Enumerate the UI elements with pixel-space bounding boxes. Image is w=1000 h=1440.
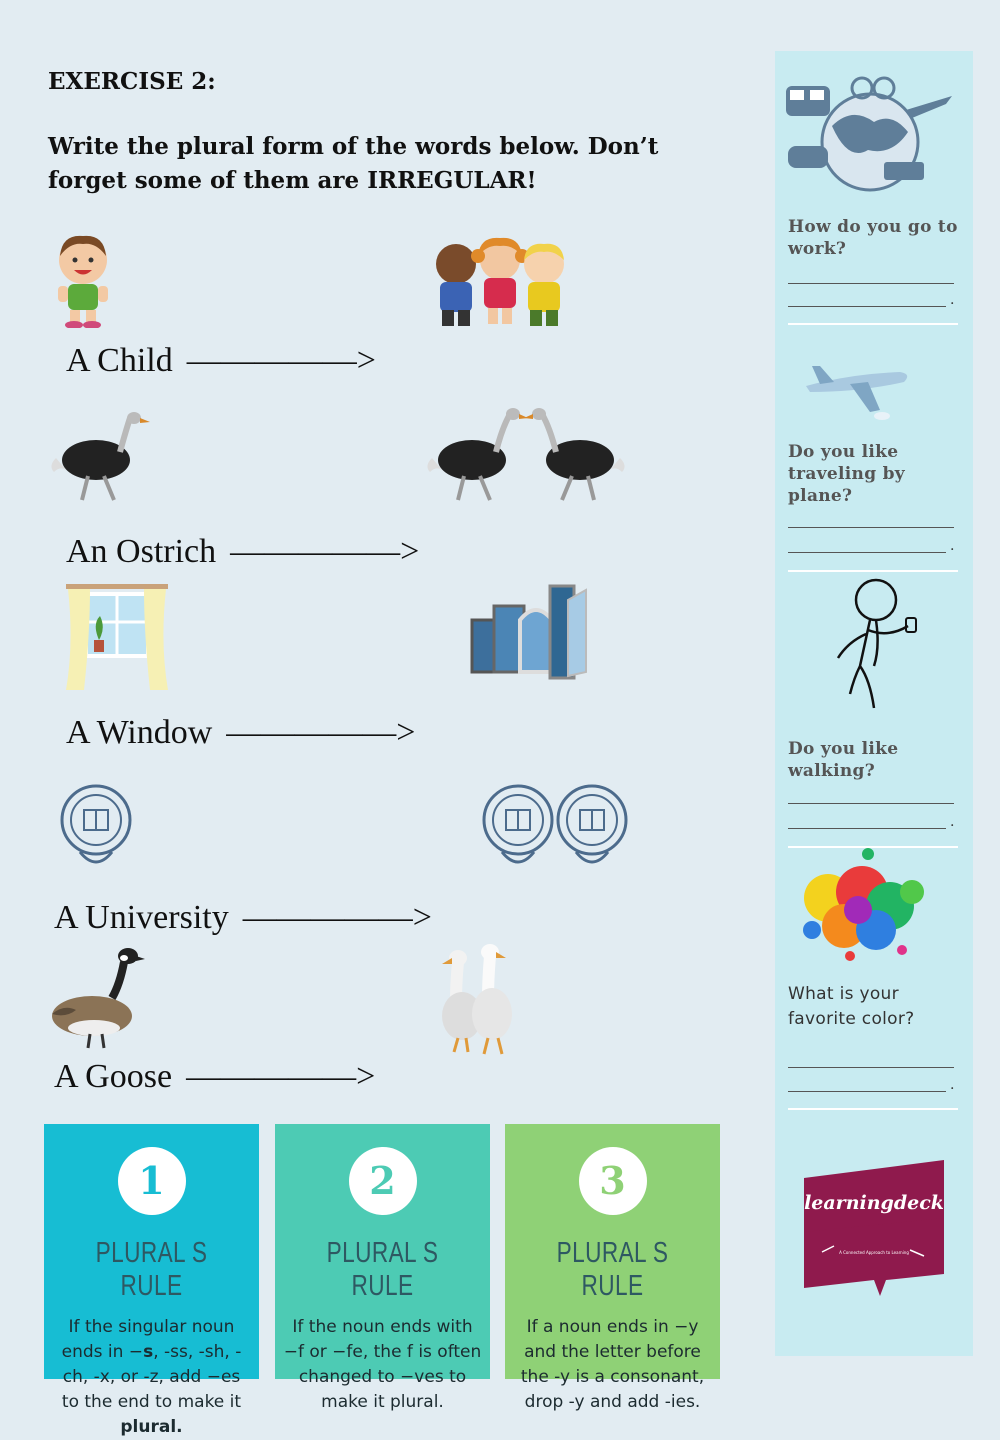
windows-image [470, 580, 590, 684]
rule-number: 3 [579, 1147, 647, 1215]
answer-line[interactable] [788, 828, 946, 829]
period-mark: . [950, 292, 955, 308]
rule-number: 1 [118, 1147, 186, 1215]
word-row-goose [54, 1058, 375, 1096]
arrow: —————> [230, 533, 420, 570]
word-child: A Child [66, 342, 173, 379]
learningdeck-logo [800, 1156, 948, 1296]
rule-text: If a noun ends in −y and the letter before the -y is a consonant, drop -y and add -ies. [520, 1317, 705, 1412]
goose-image [46, 944, 146, 1050]
word-window: A Window [66, 714, 213, 751]
children-image [428, 236, 570, 328]
airplane-image [800, 352, 912, 424]
answer-line[interactable] [788, 1067, 954, 1068]
rule-text: If the singular noun ends in −s, -ss, -sh, -ch, -x, or -z, add −es to the end to make it plural. [61, 1317, 242, 1437]
answer-line[interactable] [788, 552, 946, 553]
word-row-university [54, 899, 432, 937]
period-mark: . [950, 1077, 955, 1093]
period-mark: . [950, 538, 955, 554]
divider [788, 570, 958, 572]
logo-tagline: A Connected Approach to Learning [839, 1250, 909, 1255]
exercise-title: EXERCISE 2: [48, 68, 216, 95]
answer-line[interactable] [788, 527, 954, 528]
divider [788, 1108, 958, 1110]
rule-number: 2 [349, 1147, 417, 1215]
university-seal-image [58, 782, 134, 870]
rule-card-2 [275, 1124, 490, 1412]
sidebar-question-3: Do you like walking? [788, 739, 899, 781]
answer-line[interactable] [788, 1091, 946, 1092]
rule-text: If the noun ends with −f or −fe, the f is often changed to −ves to make it plural. [283, 1317, 482, 1412]
rule-title: PLURAL S RULE [556, 1237, 669, 1302]
sidebar-question-4: What is your favorite color? [788, 984, 915, 1029]
travel-globe-image [782, 66, 958, 196]
arrow: —————> [226, 714, 416, 751]
arrow: —————> [186, 1058, 376, 1095]
ostriches-image [420, 404, 632, 502]
arrow: —————> [242, 899, 432, 936]
answer-line[interactable] [788, 803, 954, 804]
instructions: Write the plural form of the words below. Don’t forget some of them are IRREGULAR! [48, 133, 659, 194]
ostrich-image [46, 410, 154, 502]
arrow: —————> [186, 342, 376, 379]
answer-line[interactable] [788, 306, 946, 307]
window-image [64, 584, 170, 694]
word-row-ostrich [66, 533, 419, 571]
rule-title: PLURAL S RULE [326, 1237, 439, 1302]
word-university: A University [54, 899, 229, 936]
word-row-window [66, 714, 415, 752]
word-row-child [66, 342, 376, 380]
word-ostrich: An Ostrich [66, 533, 217, 570]
rule-card-3 [505, 1124, 720, 1412]
rule-card-1 [44, 1124, 259, 1437]
sidebar-question-1: How do you go to work? [788, 217, 958, 259]
geese-image [436, 944, 520, 1056]
sidebar-question-2: Do you like traveling by plane? [788, 442, 905, 506]
paint-splash-image [792, 848, 934, 972]
word-goose: A Goose [54, 1058, 173, 1095]
walking-figure-image [830, 578, 922, 716]
child-image [52, 232, 114, 328]
period-mark: . [950, 814, 955, 830]
rule-title: PLURAL S RULE [95, 1237, 208, 1302]
divider [788, 323, 958, 325]
logo-text: learningdeck [804, 1192, 944, 1214]
answer-line[interactable] [788, 283, 954, 284]
university-seals-image [480, 782, 632, 870]
